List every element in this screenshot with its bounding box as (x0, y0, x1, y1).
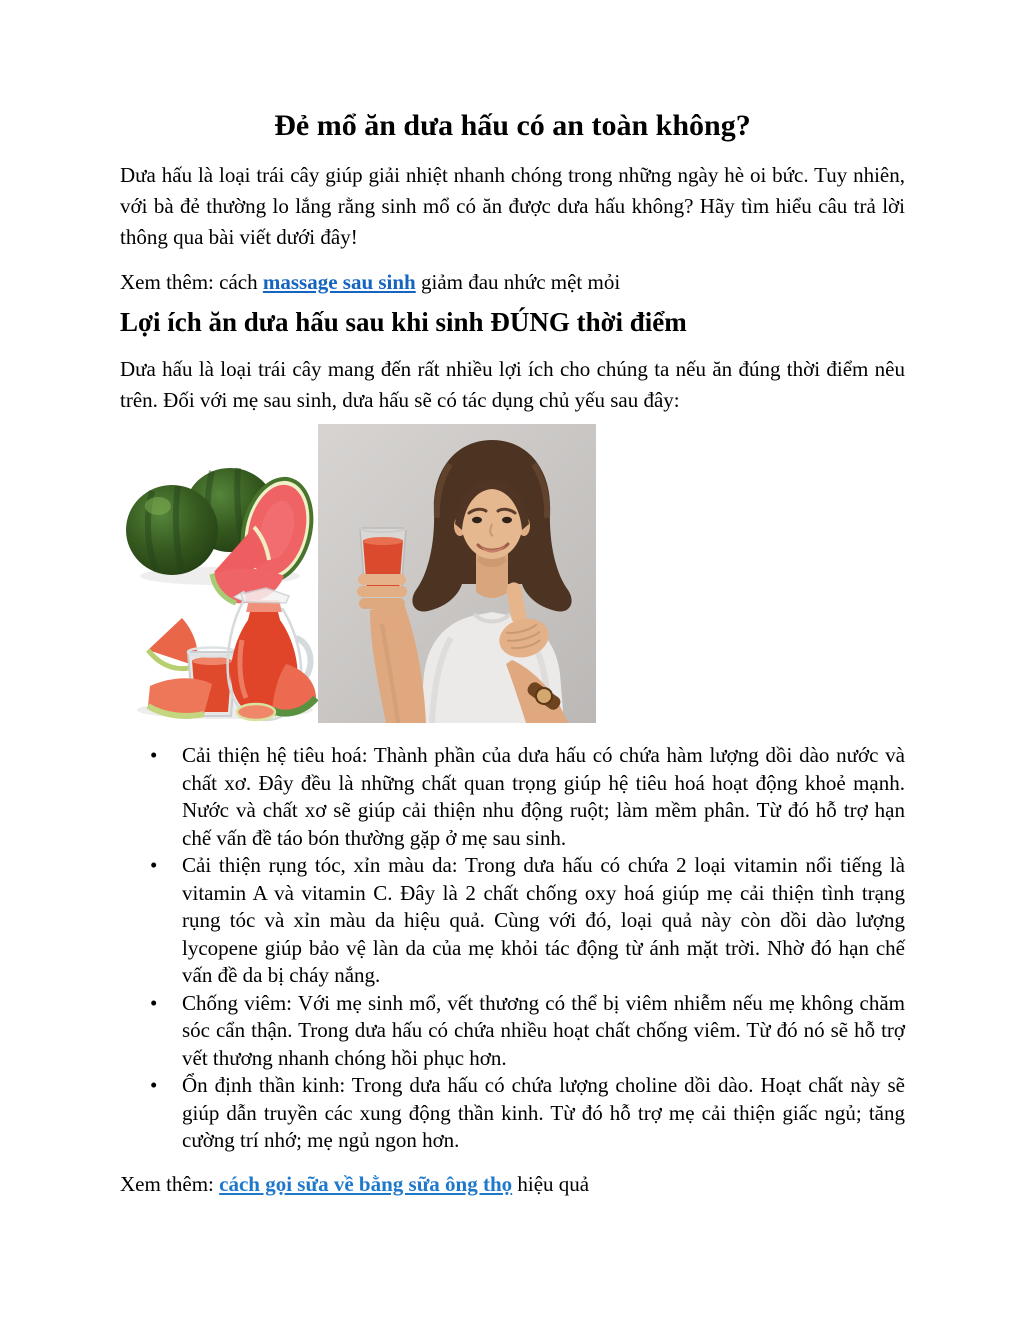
bullet-text: Ổn định thần kinh: Trong dưa hấu có chứa lượng choline dồi dào. Hoạt chất này sẽ giúp dẫn truyền các xung động thần kinh. Từ đó hỗ trợ mẹ cải thiện giấc ngủ; tăng cường trí nhớ; mẹ ngủ ngon hơn. (182, 1073, 905, 1152)
benefit-item-digestion (120, 742, 905, 852)
see-more-bottom-prefix: Xem thêm: (120, 1171, 220, 1196)
benefit-item-hair-skin (120, 852, 905, 990)
see-more-top-suffix: giảm đau nhức mệt mỏi (415, 270, 621, 294)
article-image (120, 424, 905, 728)
see-more-bottom-line (120, 1169, 905, 1200)
benefit-item-nervous-system (120, 1072, 905, 1155)
see-more-bottom-suffix: hiệu quả (512, 1171, 590, 1196)
bullet-text: Chống viêm: Với mẹ sinh mổ, vết thương có thể bị viêm nhiễm nếu mẹ không chăm sóc cẩn thận. Trong dưa hấu có chứa nhiều hoạt chất chống viêm. Từ đó nó sẽ hỗ trợ vết thương nhanh chóng hồi phục hơn. (182, 990, 905, 1070)
section-heading: Lợi ích ăn dưa hấu sau khi sinh ĐÚNG thời điểm (120, 307, 687, 337)
bullet-text: Cải thiện hệ tiêu hoá: Thành phần của dưa hấu có chứa hàm lượng dồi dào nước và chất xơ. Đây đều là những chất quan trọng giúp hệ tiêu hoá hoạt động khoẻ mạnh. Nước và chất xơ sẽ giúp cải thiện nhu động ruột; làm mềm phân. Từ đó hỗ trợ hạn chế vấn đề táo bón thường gặp ở mẹ sau sinh. (182, 743, 905, 850)
benefit-item-anti-inflammation (120, 990, 905, 1073)
cach-goi-sua-link[interactable]: cách gọi sữa về bằng sữa ông thọ (219, 1171, 513, 1196)
see-more-top-prefix: Xem thêm: cách (120, 270, 263, 294)
benefits-list (120, 742, 905, 1155)
intro-paragraph: Dưa hấu là loại trái cây giúp giải nhiệt nhanh chóng trong những ngày hè oi bức. Tuy nhiên, với bà đẻ thường lo lắng rằng sinh mổ có ăn được dưa hấu không? Hãy tìm hiểu câu trả lời thông qua bài viết dưới đây! (120, 163, 905, 249)
woman-with-juice-photo (318, 424, 596, 723)
massage-sau-sinh-link[interactable]: massage sau sinh (262, 270, 416, 294)
section-intro-paragraph: Dưa hấu là loại trái cây mang đến rất nhiều lợi ích cho chúng ta nếu ăn đúng thời điểm nêu trên. Đối với mẹ sau sinh, dưa hấu sẽ có tác dụng chủ yếu sau đây: (120, 357, 905, 412)
watermelon-fruit-illustration (120, 424, 324, 723)
page-title: Đẻ mổ ăn dưa hấu có an toàn không? (274, 109, 751, 142)
bullet-text: Cải thiện rụng tóc, xỉn màu da: Trong dưa hấu có chứa 2 loại vitamin nổi tiếng là vitamin A và vitamin C. Đây là 2 chất chống oxy hoá giúp mẹ cải thiện tình trạng rụng tóc và xỉn màu da hiệu quả. Cùng với đó, loại quả này còn dồi dào lượng lycopene giúp bảo vệ làn da của mẹ khỏi tác động từ ánh mặt trời. Nhờ đó hạn chế vấn đề da bị cháy nắng. (182, 853, 905, 987)
see-more-top-line (120, 267, 905, 298)
